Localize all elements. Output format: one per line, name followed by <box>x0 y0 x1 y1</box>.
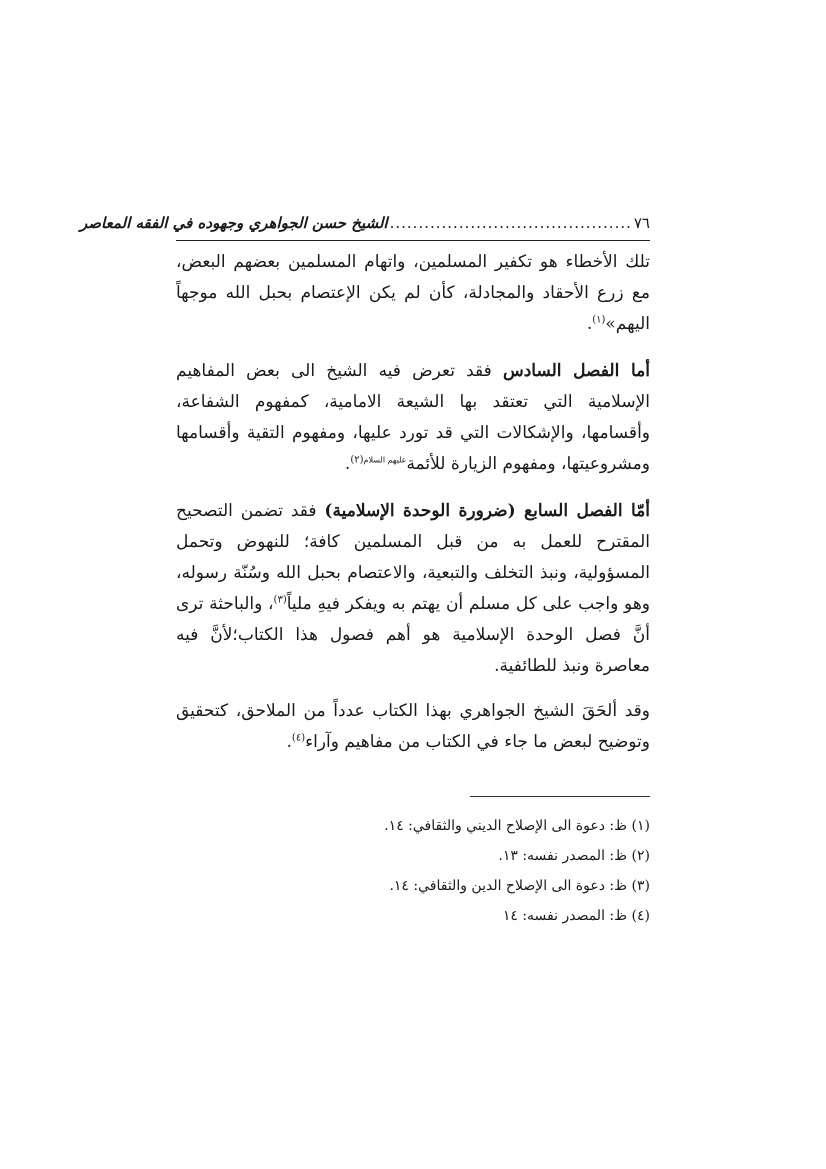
paragraph-tail: ، والباحثة ترى أنَّ فصل الوحدة الإسلامية هو أهم فصول هذا الكتاب؛لأنَّ فيه معاصرة ونبذ للطائفية. <box>176 594 650 676</box>
running-header <box>80 208 650 241</box>
paragraph-text: وقد ألحَقَ الشيخ الجواهري بهذا الكتاب عدداً من الملاحق، كتحقيق وتوضيح لبعض ما جاء في الكتاب من مفاهيم وآراء <box>176 701 650 752</box>
page-number: ٧٦ <box>633 214 650 232</box>
paragraph-appendices <box>176 696 650 758</box>
paragraph-continuation <box>176 247 650 340</box>
honorific-mark: عليهم السلام <box>363 455 407 465</box>
footnotes-list <box>176 811 650 931</box>
paragraph-chapter-seven <box>176 496 650 682</box>
footnote-1: (١) ظ: دعوة الى الإصلاح الديني والثقافي: ١٤. <box>384 818 650 834</box>
footnote-4: (٤) ظ: المصدر نفسه: ١٤ <box>502 908 650 924</box>
footnote-ref-1: (١) <box>592 314 606 326</box>
paragraph-tail: . <box>286 732 292 752</box>
paragraph-text: فقد تعرض فيه الشيخ الى بعض المفاهيم الإسلامية التي تعتقد بها الشيعة الامامية، كمفهوم الشفاعة، وأقسامها، والإشكالات التي قد تورد عليها، ومفهوم التقية وأقسامها ومشروعيتها، ومفهوم الزيارة للأئمة <box>176 361 650 474</box>
footnote-ref-2: (٢) <box>350 454 364 466</box>
book-page <box>80 208 651 931</box>
paragraph-tail: . <box>344 454 351 474</box>
book-title: الشيخ حسن الجواهري وجهوده في الفقه المعاصر <box>80 214 388 232</box>
footnote-separator <box>470 796 650 797</box>
chapter-seven-heading: أمّا الفصل السابع (ضرورة الوحدة الإسلامية) <box>324 501 650 521</box>
paragraph-text: تلك الأخطاء هو تكفير المسلمين، واتهام المسلمين بعضهم البعض، مع زرع الأحقاد والمجادلة، كأن لم يكن الإعتصام بحبل الله موجهاً اليهم» <box>176 252 650 334</box>
footnote-3: (٣) ظ: دعوة الى الإصلاح الدين والثقافي: ١٤. <box>389 878 650 894</box>
paragraph-text: فقد تضمن التصحيح المقترح للعمل به من قبل المسلمين كافة؛ للنهوض وتحمل المسؤولية، ونبذ التخلف والتبعية، والاعتصام بحبل الله وسُنّة رسوله، وهو واجب على كل مسلم أن يهتم به ويفكر فيهِ ملياً <box>176 501 651 614</box>
chapter-six-heading: أما الفصل السادس <box>502 361 650 381</box>
paragraph-tail: . <box>586 314 593 334</box>
paragraph-chapter-six <box>176 356 650 480</box>
footnote-ref-3: (٣) <box>273 594 287 606</box>
header-leader-dots: .......................................... <box>389 214 632 232</box>
footnote-ref-4: (٤) <box>291 732 306 744</box>
footnote-2: (٢) ظ: المصدر نفسه: ١٣. <box>498 848 650 864</box>
